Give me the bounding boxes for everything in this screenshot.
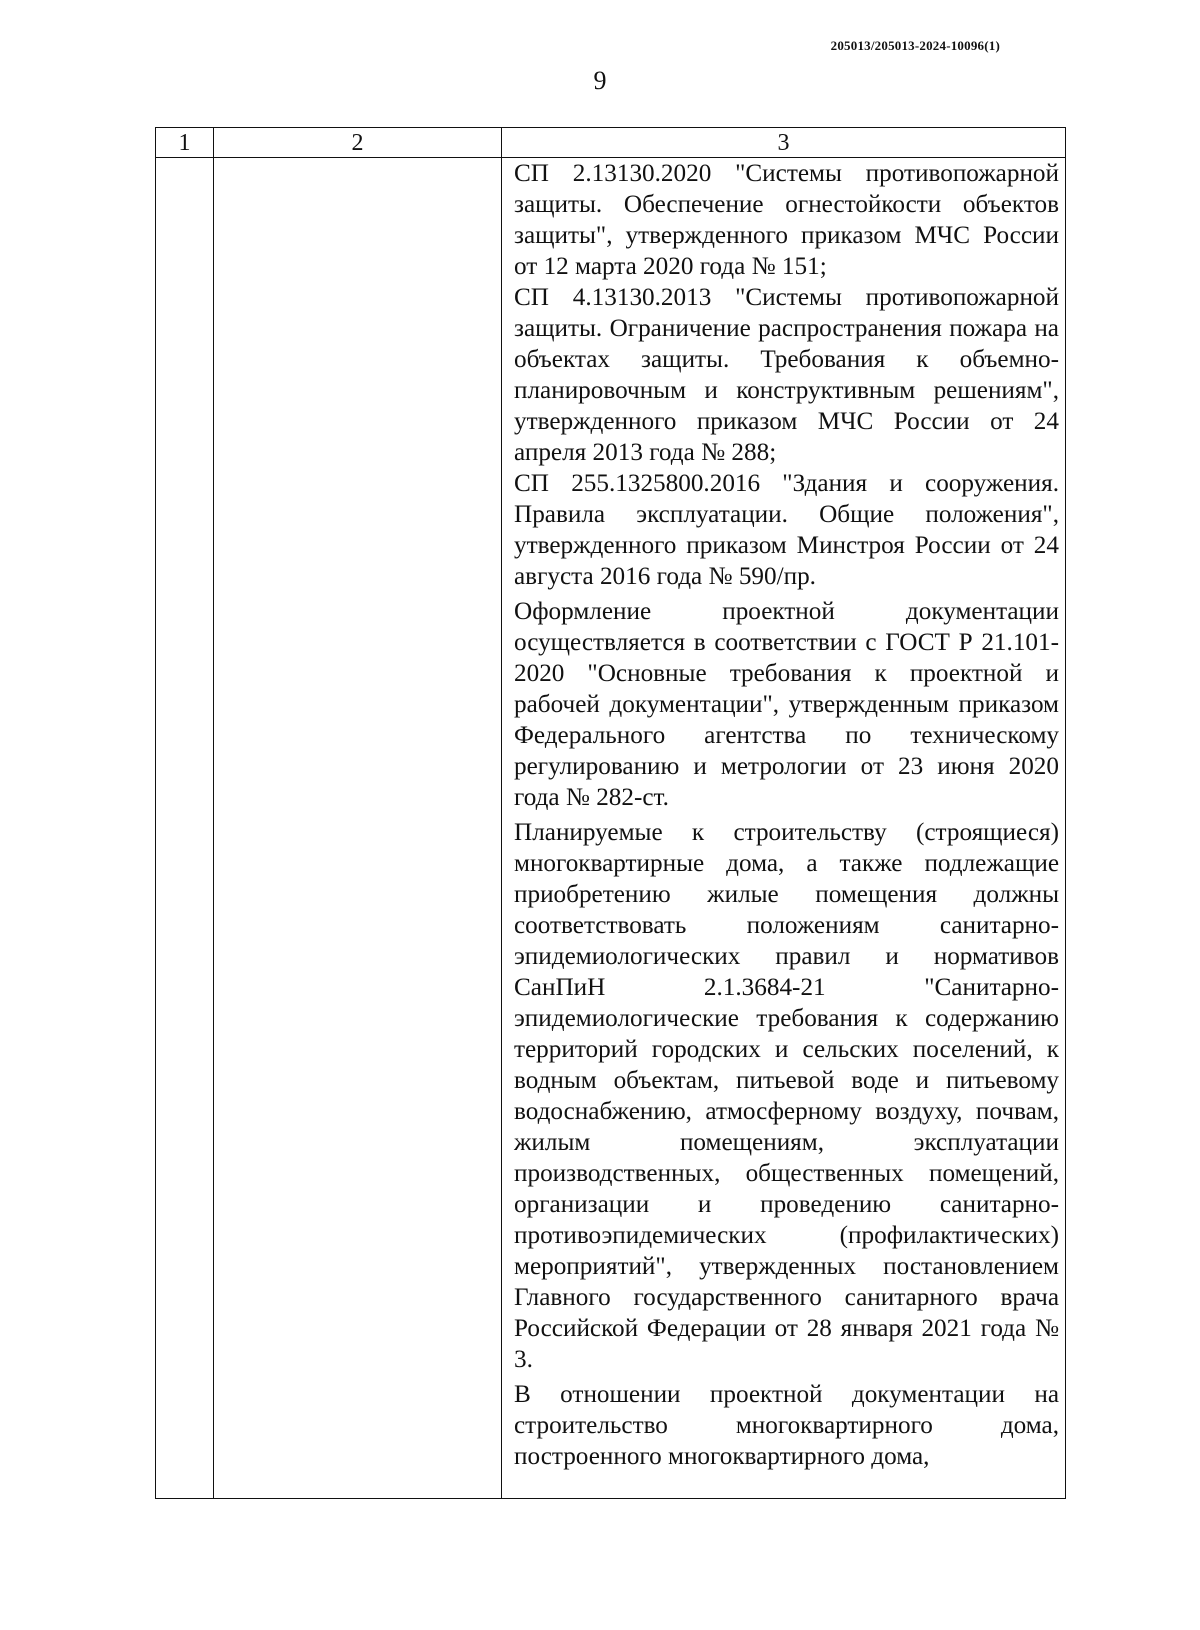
paragraph-sp-255-1325800: СП 255.1325800.2016 "Здания и сооружения. Правила эксплуатации. Общие положения", утвержденного приказом Минстроя России от 24 августа 2016 года № 590/пр. [514, 470, 1059, 590]
paragraph-sp-2-13130: СП 2.13130.2020 "Системы противопожарной защиты. Обеспечение огнестойкости объектов защиты", утвержденного приказом МЧС России от 12 марта 2020 года № 151; [514, 160, 1059, 280]
table-row [156, 158, 1066, 1499]
paragraph-sanpin-2-1-3684: Планируемые к строительству (строящиеся) многоквартирные дома, а также подлежащие приобретению жилые помещения должны соответствовать положениям санитарно-эпидемиологических правил и нормативов СанПиН 2.1.3684-21 "Санитарно-эпидемиологические требования к содержанию территорий городских и сельских поселений, к водным объектам, питьевой воде и питьевому водоснабжению, атмосферному воздуху, почвам, жилым помещениям, эксплуатации производственных, общественных помещений, организации и проведению санитарно-противоэпидемических (профилактических) мероприятий", утвержденных постановлением Главного государственного санитарного врача Российской Федерации от 28 января 2021 года № 3. [514, 819, 1059, 1373]
table-cell-col1 [156, 158, 214, 1499]
table-header-row [156, 128, 1066, 158]
column-header-1: 1 [156, 128, 214, 158]
page-number: 9 [593, 66, 607, 95]
paragraph-project-documentation: В отношении проектной документации на строительство многоквартирного дома, построенного многоквартирного дома, [514, 1381, 1059, 1470]
table-cell-col3 [502, 158, 1066, 1499]
column-header-2: 2 [214, 128, 502, 158]
paragraph-sp-4-13130: СП 4.13130.2013 "Системы противопожарной защиты. Ограничение распространения пожара на объектах защиты. Требования к объемно-планировочным и конструктивным решениям", утвержденного приказом МЧС России от 24 апреля 2013 года № 288; [514, 284, 1059, 466]
document-reference-number: 205013/205013-2024-10096(1) [830, 38, 1000, 53]
table-cell-col2 [214, 158, 502, 1499]
column-header-3: 3 [502, 128, 1066, 158]
requirements-table [155, 127, 1066, 1499]
paragraph-gost-21-101: Оформление проектной документации осуществляется в соответствии с ГОСТ Р 21.101-2020 "Основные требования к проектной и рабочей документации", утвержденным приказом Федерального агентства по техническому регулированию и метрологии от 23 июня 2020 года № 282-ст. [514, 598, 1059, 811]
